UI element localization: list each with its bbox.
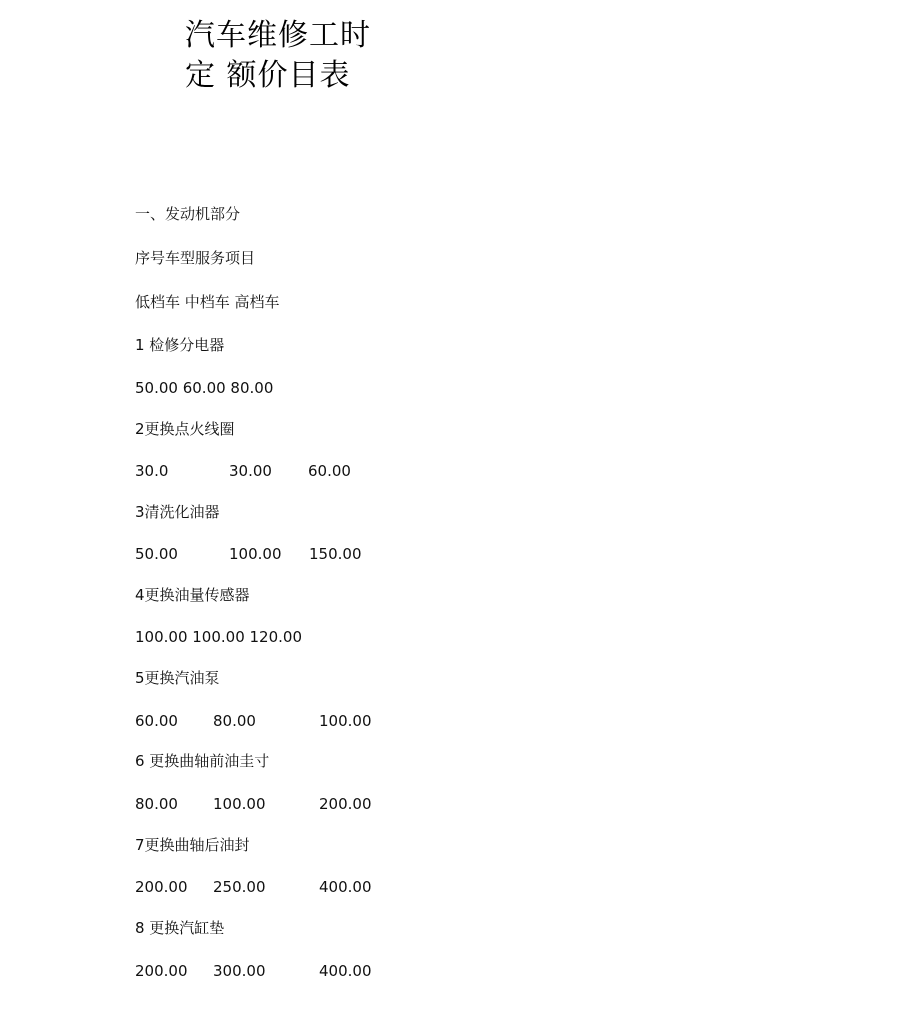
- price-cell-low: 30.0: [135, 462, 169, 480]
- price-row: [135, 462, 535, 480]
- price-cell-mid: 100.00: [229, 545, 282, 563]
- price-cell-low: 50.00: [135, 545, 178, 563]
- section-heading: 一、发动机部分: [135, 205, 241, 223]
- price-cell-high: 150.00: [309, 545, 362, 563]
- price-row: [135, 545, 535, 563]
- vehicle-class-header: 低档车 中档车 高档车: [135, 293, 280, 311]
- item-label: 6 更换曲轴前油圭寸: [135, 752, 270, 770]
- price-cell-high: 400.00: [319, 878, 372, 896]
- price-cell-mid: 80.00: [213, 712, 256, 730]
- item-label: 7更换曲轴后油封: [135, 836, 250, 854]
- item-label: 2更换点火线圈: [135, 420, 235, 438]
- price-cell-high: 400.00: [319, 962, 372, 980]
- price-cell-mid: 250.00: [213, 878, 266, 896]
- page-title-line-1: 汽车维修工时: [185, 18, 371, 53]
- item-label: 4更换油量传感器: [135, 586, 250, 604]
- price-row: [135, 795, 535, 813]
- price-row: [135, 878, 535, 896]
- price-cell-mid: 300.00: [213, 962, 266, 980]
- price-row: [135, 628, 535, 646]
- page-title-line-2: 定 额价目表: [185, 58, 351, 93]
- price-cell-low: 60.00: [135, 712, 178, 730]
- item-label: 1 检修分电器: [135, 336, 225, 354]
- item-label: 8 更换汽缸垫: [135, 919, 225, 937]
- price-cell-high: 100.00: [319, 712, 372, 730]
- price-cell-high: 60.00: [308, 462, 351, 480]
- price-cell-low: 80.00: [135, 795, 178, 813]
- item-label: 5更换汽油泵: [135, 669, 220, 687]
- price-row: [135, 962, 535, 980]
- price-row: [135, 712, 535, 730]
- item-label: 3清洗化油器: [135, 503, 220, 521]
- price-cell: 100.00 100.00 120.00: [135, 628, 302, 646]
- price-cell: 50.00 60.00 80.00: [135, 379, 274, 397]
- price-cell-low: 200.00: [135, 962, 188, 980]
- price-cell-mid: 100.00: [213, 795, 266, 813]
- price-cell-mid: 30.00: [229, 462, 272, 480]
- table-header: 序号车型服务项目: [135, 249, 256, 267]
- price-row: [135, 379, 535, 397]
- price-cell-high: 200.00: [319, 795, 372, 813]
- price-cell-low: 200.00: [135, 878, 188, 896]
